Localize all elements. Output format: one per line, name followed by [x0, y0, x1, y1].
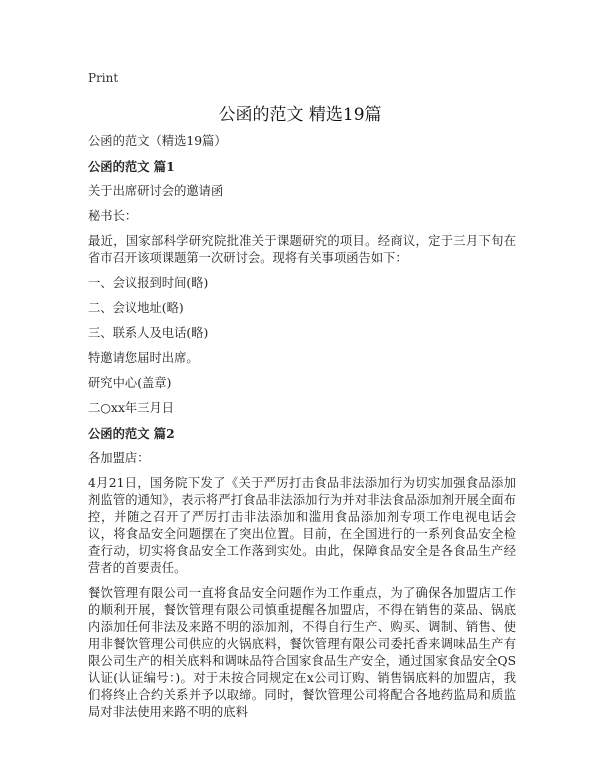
paragraph: 二、会议地址(略)	[88, 301, 184, 315]
paragraph: 各加盟店：	[88, 451, 150, 465]
paragraph: 一、会议报到时间(略)	[88, 276, 209, 290]
document-title: 公函的范文 精选19篇	[218, 105, 382, 125]
section-heading-1: 公函的范文 篇1	[88, 159, 175, 174]
document-subtitle: 公函的范文（精选19篇）	[88, 134, 227, 148]
section-heading-2: 公函的范文 篇2	[88, 426, 175, 441]
paragraph: 关于出席研讨会的邀请函	[88, 184, 224, 198]
paragraph: 研究中心(盖章)	[88, 376, 172, 390]
paragraph: 4月21日，国务院下发了《关于严厉打击食品非法添加行为切实加强食品添加剂监管的通知》，表示将严打食品非法添加行为并对非法食品添加剂开展全面布控，并随之召开了严厉打击非法添加和滥用食品添加剂专项工作电视电话会议，将食品安全问题摆在了突出位置。目前，在全国进行的一系列食品安全检查行动，切实将食品安全工作落到实处。由此，保障食品安全是各食品生产经营者的首要责任。	[88, 476, 516, 575]
paragraph: 秘书长：	[88, 209, 138, 223]
print-link[interactable]: Print	[88, 71, 119, 85]
document-body	[88, 133, 516, 729]
paragraph: 二○xx年三月日	[88, 401, 175, 415]
paragraph: 三、联系人及电话(略)	[88, 326, 209, 340]
paragraph: 特邀请您届时出席。	[88, 351, 199, 365]
paragraph: 最近，国家部科学研究院批准关于课题研究的项目。经商议，定于三月下旬在省市召开该项课题第一次研讨会。现将有关事项函告如下：	[88, 234, 516, 265]
paragraph: 餐饮管理有限公司一直将食品安全问题作为工作重点，为了确保各加盟店工作的顺利开展，餐饮管理有限公司慎重提醒各加盟店，不得在销售的菜品、锅底内添加任何非法及来路不明的添加剂，不得自行生产、购买、调制、销售、使用非餐饮管理公司供应的火锅底料，餐饮管理有限公司委托香来调味品生产有限公司生产的相关底料和调味品符合国家食品生产安全，通过国家食品安全QS认证(认证编号：)。对于未按合同规定在x公司订购、销售锅底料的加盟店，我们将终止合约关系并予以取缔。同时，餐饮管理公司将配合各地药监局和质监局对非法使用来路不明的底料	[88, 586, 516, 719]
